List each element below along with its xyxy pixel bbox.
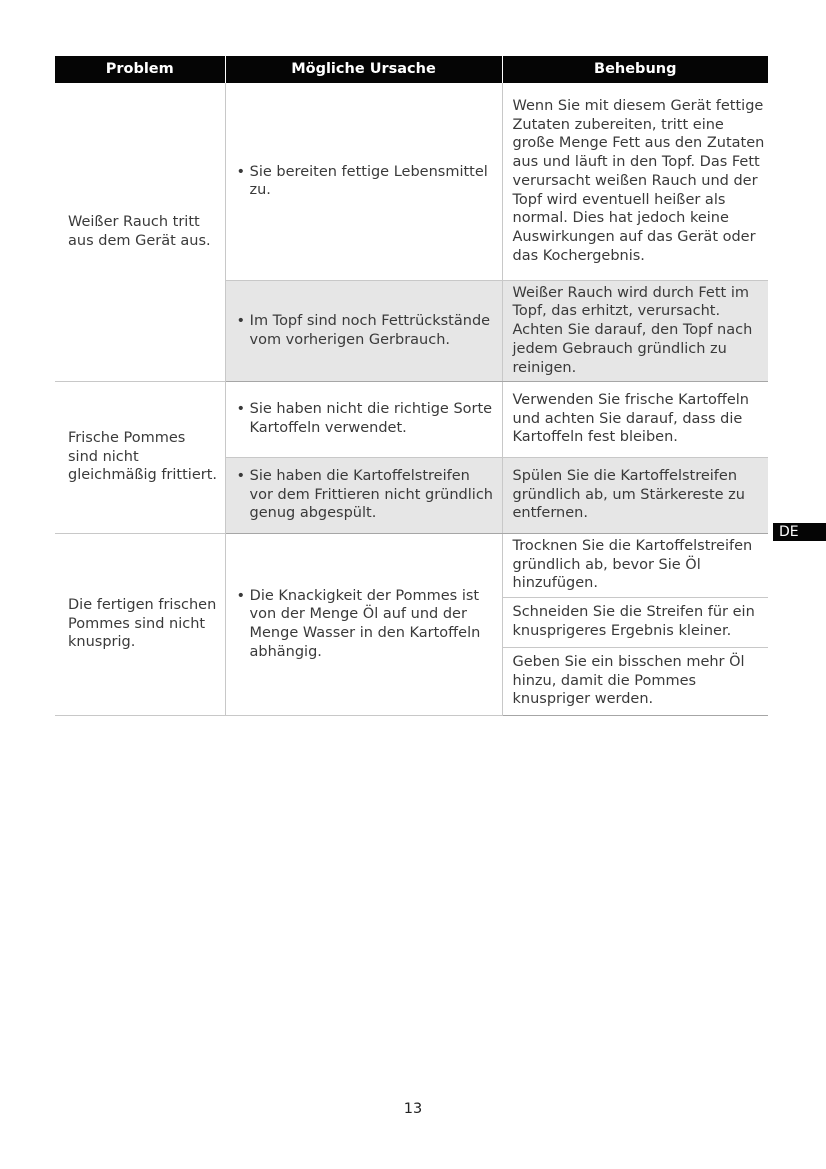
cause-text: • Im Topf sind noch Fettrückstände vom vorherigen Gerbrauch. [236, 312, 491, 348]
table-row [55, 533, 768, 597]
fix-cell: Geben Sie ein bisschen mehr Öl hinzu, damit die Pommes knuspriger werden. [502, 647, 768, 715]
cause-cell [225, 533, 502, 715]
table-row [55, 381, 768, 457]
cause-text: • Sie bereiten fettige Lebensmittel zu. [236, 163, 488, 199]
troubleshooting-table [55, 56, 768, 716]
header-problem: Problem [55, 56, 225, 83]
cause-cell [225, 381, 502, 457]
language-tab: DE [773, 523, 826, 541]
fix-cell: Schneiden Sie die Streifen für ein knusprigeres Ergebnis kleiner. [502, 597, 768, 647]
cause-text: • Sie haben nicht die richtige Sorte Kartoffeln verwendet. [236, 401, 493, 436]
problem-cell: Die fertigen frischen Pommes sind nicht knusprig. [55, 533, 225, 715]
problem-cell: Weißer Rauch tritt aus dem Gerät aus. [55, 83, 225, 381]
table-header-row [55, 56, 768, 83]
problem-cell: Frische Pommes sind nicht gleichmäßig frittiert. [55, 381, 225, 533]
fix-cell: Trocknen Sie die Kartoffelstreifen gründlich ab, bevor Sie Öl hinzufügen. [502, 533, 768, 597]
cause-text: • Die Knackigkeit der Pommes ist von der Menge Öl auf und der Menge Wasser in den Kartoffeln abhängig. [236, 587, 481, 660]
fix-cell: Verwenden Sie frische Kartoffeln und achten Sie darauf, dass die Kartoffeln fest bleiben. [502, 381, 768, 457]
fix-cell: Wenn Sie mit diesem Gerät fettige Zutaten zubereiten, tritt eine große Menge Fett aus den Zutaten aus und läuft in den Topf. Das Fett verursacht weißen Rauch und der Topf wird eventuell heißer als normal. Dies hat jedoch keine Auswirkungen auf das Gerät oder das Kochergebnis. [502, 83, 768, 280]
header-cause: Mögliche Ursache [225, 56, 502, 83]
cause-text: • Sie haben die Kartoffelstreifen vor dem Frittieren nicht gründlich genug abgespült. [236, 467, 493, 522]
cause-cell [225, 457, 502, 533]
cause-cell [225, 83, 502, 280]
header-fix: Behebung [502, 56, 768, 83]
fix-cell: Spülen Sie die Kartoffelstreifen gründlich ab, um Stärkereste zu entfernen. [502, 457, 768, 533]
fix-cell: Weißer Rauch wird durch Fett im Topf, das erhitzt, verursacht. Achten Sie darauf, den Topf nach jedem Gebrauch gründlich zu reinigen. [502, 280, 768, 381]
table-row [55, 83, 768, 280]
page-number: 13 [403, 1101, 423, 1117]
cause-cell [225, 280, 502, 381]
